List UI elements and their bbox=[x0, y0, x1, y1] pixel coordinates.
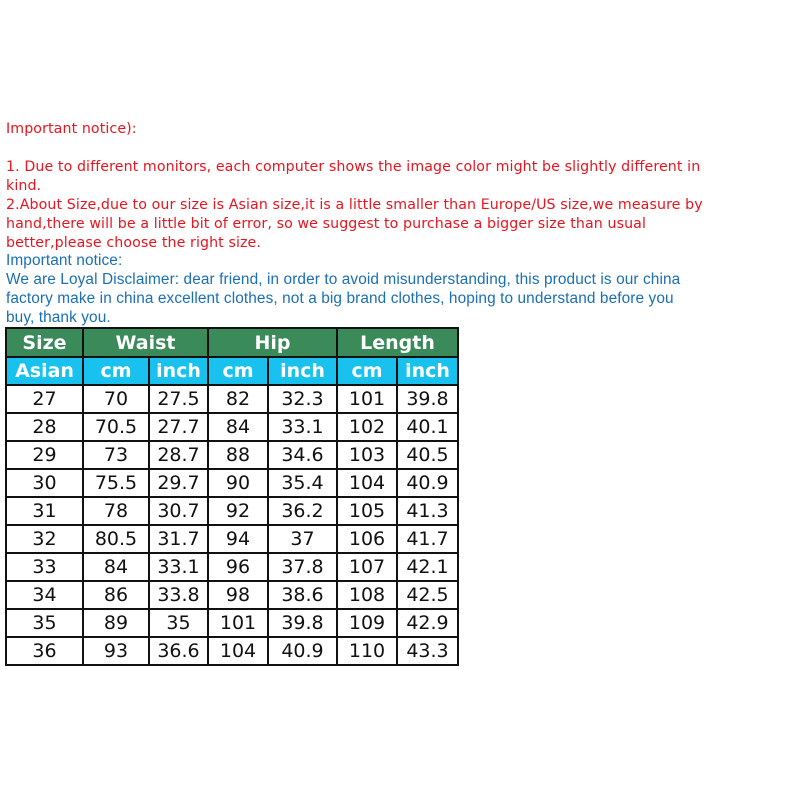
subheader-waist-inch: inch bbox=[149, 357, 208, 385]
cell-length-inch: 40.5 bbox=[397, 441, 458, 469]
cell-waist-cm: 75.5 bbox=[83, 469, 149, 497]
table-row bbox=[6, 525, 458, 553]
cell-length-inch: 40.1 bbox=[397, 413, 458, 441]
cell-hip-inch: 32.3 bbox=[268, 385, 337, 413]
cell-waist-cm: 70 bbox=[83, 385, 149, 413]
disclaimer-title: Important notice: bbox=[6, 252, 123, 269]
cell-waist-inch: 33.8 bbox=[149, 581, 208, 609]
header-size: Size bbox=[6, 328, 83, 357]
cell-size: 31 bbox=[6, 497, 83, 525]
cell-length-cm: 103 bbox=[337, 441, 397, 469]
cell-waist-cm: 78 bbox=[83, 497, 149, 525]
cell-length-inch: 43.3 bbox=[397, 637, 458, 665]
cell-length-inch: 40.9 bbox=[397, 469, 458, 497]
cell-hip-cm: 88 bbox=[208, 441, 268, 469]
cell-length-inch: 42.5 bbox=[397, 581, 458, 609]
notice-item-1-line-1: 1. Due to different monitors, each computer shows the image color might be slightly different in bbox=[6, 159, 701, 175]
table-row bbox=[6, 553, 458, 581]
cell-length-cm: 107 bbox=[337, 553, 397, 581]
cell-hip-inch: 38.6 bbox=[268, 581, 337, 609]
cell-waist-cm: 73 bbox=[83, 441, 149, 469]
subheader-asian: Asian bbox=[6, 357, 83, 385]
table-row bbox=[6, 441, 458, 469]
cell-waist-cm: 86 bbox=[83, 581, 149, 609]
table-row bbox=[6, 609, 458, 637]
cell-hip-cm: 94 bbox=[208, 525, 268, 553]
cell-hip-cm: 90 bbox=[208, 469, 268, 497]
cell-hip-cm: 82 bbox=[208, 385, 268, 413]
red-notice-block bbox=[6, 120, 806, 253]
cell-hip-inch: 36.2 bbox=[268, 497, 337, 525]
cell-hip-inch: 37.8 bbox=[268, 553, 337, 581]
cell-waist-cm: 70.5 bbox=[83, 413, 149, 441]
cell-waist-inch: 33.1 bbox=[149, 553, 208, 581]
cell-length-cm: 102 bbox=[337, 413, 397, 441]
cell-waist-inch: 31.7 bbox=[149, 525, 208, 553]
disclaimer-line-1: We are Loyal Disclaimer: dear friend, in order to avoid misunderstanding, this product is our china bbox=[6, 271, 681, 288]
cell-hip-cm: 98 bbox=[208, 581, 268, 609]
cell-length-cm: 105 bbox=[337, 497, 397, 525]
notice-item-1-line-2: kind. bbox=[6, 178, 42, 194]
disclaimer-line-2: factory make in china excellent clothes, not a big brand clothes, hoping to understand before you bbox=[6, 290, 674, 307]
subheader-length-cm: cm bbox=[337, 357, 397, 385]
cell-waist-inch: 28.7 bbox=[149, 441, 208, 469]
subheader-waist-cm: cm bbox=[83, 357, 149, 385]
header-waist: Waist bbox=[83, 328, 208, 357]
cell-waist-cm: 84 bbox=[83, 553, 149, 581]
cell-length-cm: 108 bbox=[337, 581, 397, 609]
cell-length-cm: 110 bbox=[337, 637, 397, 665]
cell-size: 32 bbox=[6, 525, 83, 553]
table-row bbox=[6, 469, 458, 497]
cell-size: 33 bbox=[6, 553, 83, 581]
notice-title: Important notice): bbox=[6, 121, 137, 137]
cell-waist-inch: 29.7 bbox=[149, 469, 208, 497]
subheader-length-inch: inch bbox=[397, 357, 458, 385]
cell-hip-cm: 84 bbox=[208, 413, 268, 441]
cell-length-inch: 42.9 bbox=[397, 609, 458, 637]
cell-length-inch: 41.7 bbox=[397, 525, 458, 553]
cell-hip-cm: 101 bbox=[208, 609, 268, 637]
cell-size: 29 bbox=[6, 441, 83, 469]
cell-hip-inch: 34.6 bbox=[268, 441, 337, 469]
cell-waist-cm: 89 bbox=[83, 609, 149, 637]
cell-waist-inch: 36.6 bbox=[149, 637, 208, 665]
cell-waist-inch: 30.7 bbox=[149, 497, 208, 525]
notice-item-2-line-2: hand,there will be a little bit of error, so we suggest to purchase a bigger size than usual bbox=[6, 216, 646, 232]
header-hip: Hip bbox=[208, 328, 337, 357]
table-row bbox=[6, 637, 458, 665]
cell-waist-inch: 27.5 bbox=[149, 385, 208, 413]
cell-hip-inch: 33.1 bbox=[268, 413, 337, 441]
cell-size: 27 bbox=[6, 385, 83, 413]
cell-hip-cm: 92 bbox=[208, 497, 268, 525]
cell-size: 36 bbox=[6, 637, 83, 665]
cell-length-inch: 39.8 bbox=[397, 385, 458, 413]
cell-length-cm: 101 bbox=[337, 385, 397, 413]
subheader-hip-cm: cm bbox=[208, 357, 268, 385]
cell-hip-cm: 96 bbox=[208, 553, 268, 581]
cell-size: 35 bbox=[6, 609, 83, 637]
size-chart-table bbox=[5, 327, 459, 666]
header-length: Length bbox=[337, 328, 458, 357]
size-table-body bbox=[6, 385, 458, 665]
cell-size: 28 bbox=[6, 413, 83, 441]
cell-length-inch: 42.1 bbox=[397, 553, 458, 581]
cell-length-cm: 104 bbox=[337, 469, 397, 497]
sub-header-row bbox=[6, 357, 458, 385]
blue-disclaimer-block bbox=[6, 251, 806, 327]
table-row bbox=[6, 413, 458, 441]
cell-length-cm: 109 bbox=[337, 609, 397, 637]
cell-hip-inch: 39.8 bbox=[268, 609, 337, 637]
cell-waist-inch: 27.7 bbox=[149, 413, 208, 441]
cell-size: 30 bbox=[6, 469, 83, 497]
cell-waist-cm: 80.5 bbox=[83, 525, 149, 553]
table-row bbox=[6, 385, 458, 413]
cell-hip-inch: 35.4 bbox=[268, 469, 337, 497]
cell-waist-inch: 35 bbox=[149, 609, 208, 637]
notice-item-2-line-1: 2.About Size,due to our size is Asian size,it is a little smaller than Europe/US size,we measure by bbox=[6, 197, 703, 213]
table-row bbox=[6, 581, 458, 609]
cell-hip-cm: 104 bbox=[208, 637, 268, 665]
subheader-hip-inch: inch bbox=[268, 357, 337, 385]
disclaimer-line-3: buy, thank you. bbox=[6, 309, 111, 326]
cell-hip-inch: 40.9 bbox=[268, 637, 337, 665]
table-row bbox=[6, 497, 458, 525]
notice-item-2-line-3: better,please choose the right size. bbox=[6, 235, 261, 251]
cell-length-inch: 41.3 bbox=[397, 497, 458, 525]
cell-waist-cm: 93 bbox=[83, 637, 149, 665]
group-header-row bbox=[6, 328, 458, 357]
cell-size: 34 bbox=[6, 581, 83, 609]
cell-hip-inch: 37 bbox=[268, 525, 337, 553]
cell-length-cm: 106 bbox=[337, 525, 397, 553]
